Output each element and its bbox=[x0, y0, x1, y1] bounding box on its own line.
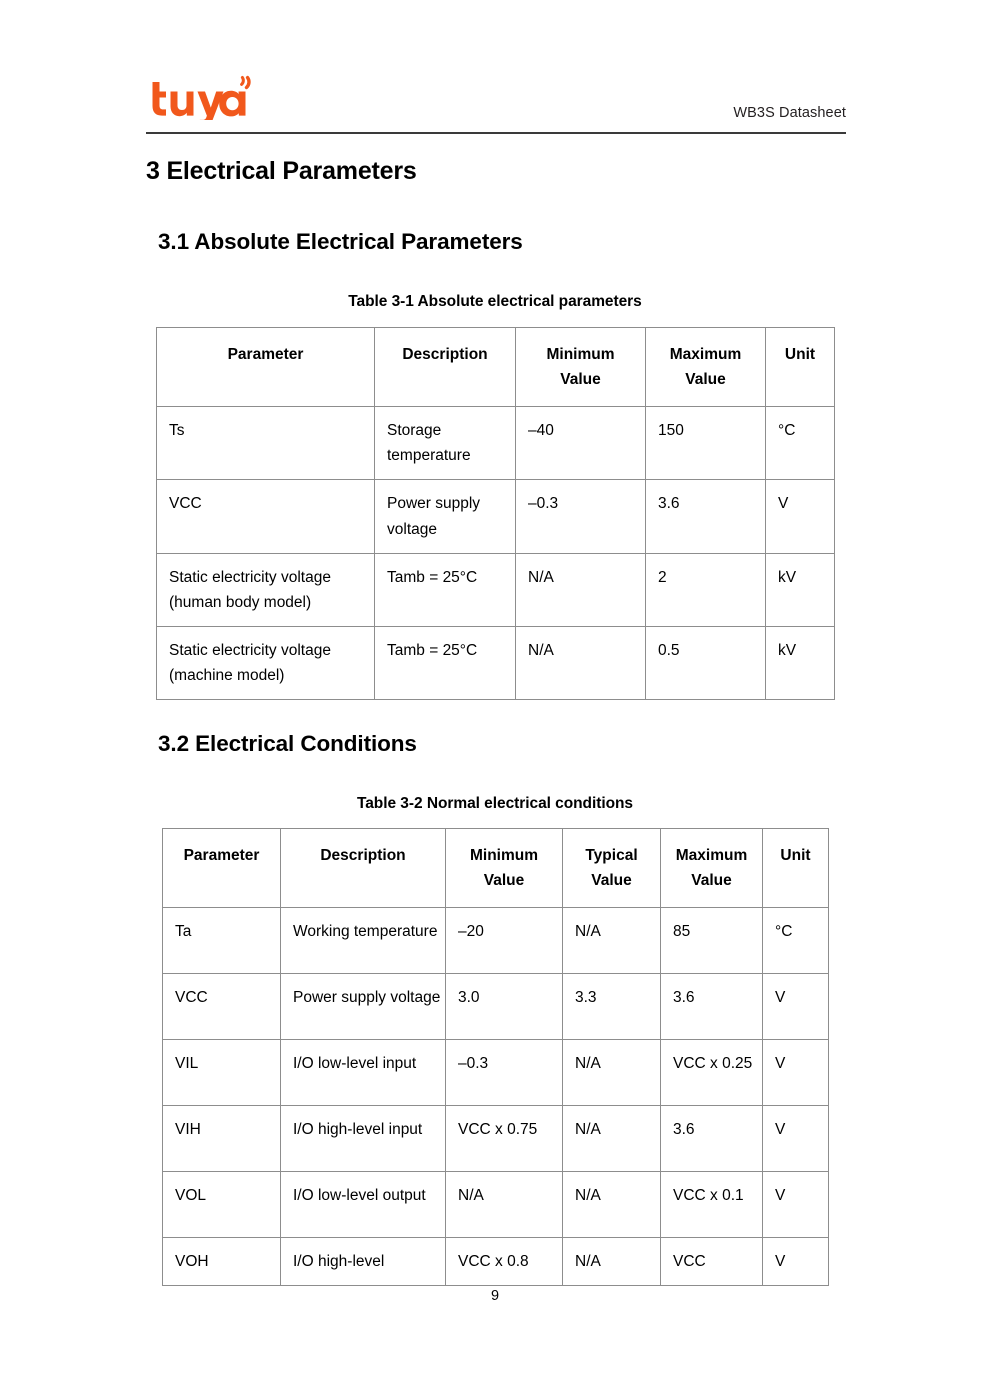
cell-typical-value: N/A bbox=[563, 1172, 661, 1238]
cell-maximum-value: VCC x 0.1 bbox=[661, 1172, 763, 1238]
header-line-2: Value bbox=[560, 371, 601, 389]
cell-unit: V bbox=[763, 1106, 829, 1172]
cell-minimum-value: 3.0 bbox=[446, 974, 563, 1040]
column-header-description bbox=[281, 829, 446, 908]
header-line-1: Minimum bbox=[546, 346, 615, 363]
cell-maximum-value: VCC bbox=[661, 1238, 763, 1286]
header-document-title: WB3S Datasheet bbox=[733, 105, 846, 121]
cell-typical-value: N/A bbox=[563, 1040, 661, 1106]
cell-parameter: VIL bbox=[163, 1040, 281, 1106]
cell-maximum-value: 0.5 bbox=[646, 626, 766, 699]
cell-parameter: VIH bbox=[163, 1106, 281, 1172]
cell-minimum-value: –0.3 bbox=[446, 1040, 563, 1106]
cell-description: I/O high-level input bbox=[281, 1106, 446, 1172]
cell-unit: V bbox=[766, 480, 835, 553]
cell-minimum-value: –0.3 bbox=[516, 480, 646, 553]
cell-unit: kV bbox=[766, 553, 835, 626]
column-header-description bbox=[375, 328, 516, 407]
table-3-2-caption: Table 3-2 Normal electrical conditions bbox=[356, 795, 634, 812]
cell-typical-value: 3.3 bbox=[563, 974, 661, 1040]
cell-parameter: Ta bbox=[163, 908, 281, 974]
table-header-row bbox=[163, 829, 829, 908]
cell-typical-value: N/A bbox=[563, 1238, 661, 1286]
header-line-1: Parameter bbox=[183, 847, 260, 864]
cell-minimum-value: VCC x 0.8 bbox=[446, 1238, 563, 1286]
table-row bbox=[163, 1040, 829, 1106]
column-header-maximum-value bbox=[646, 328, 766, 407]
header-line-1: Parameter bbox=[227, 346, 304, 363]
header-line-1: Unit bbox=[780, 847, 811, 864]
header-line-1: Description bbox=[402, 346, 488, 363]
cell-parameter: VCC bbox=[163, 974, 281, 1040]
cell-typical-value: N/A bbox=[563, 1106, 661, 1172]
header-line-1: Typical bbox=[585, 847, 638, 864]
cell-minimum-value: –20 bbox=[446, 908, 563, 974]
column-header-minimum-value bbox=[446, 829, 563, 908]
cell-parameter: Ts bbox=[157, 407, 375, 480]
cell-description: Working temperature bbox=[281, 908, 446, 974]
cell-minimum-value: N/A bbox=[446, 1172, 563, 1238]
header-line-2: Value bbox=[591, 872, 632, 890]
cell-maximum-value: 150 bbox=[646, 407, 766, 480]
table-row bbox=[157, 407, 835, 480]
cell-maximum-value: 3.6 bbox=[661, 974, 763, 1040]
chapter-heading: 3 Electrical Parameters bbox=[146, 157, 417, 185]
cell-description: I/O low-level input bbox=[281, 1040, 446, 1106]
cell-unit: V bbox=[763, 1040, 829, 1106]
cell-unit: °C bbox=[766, 407, 835, 480]
header-divider bbox=[146, 132, 846, 134]
cell-description: Tamb = 25°C bbox=[375, 626, 516, 699]
tuya-logo bbox=[146, 72, 256, 120]
table-row bbox=[163, 1238, 829, 1286]
cell-minimum-value: –40 bbox=[516, 407, 646, 480]
cell-parameter: Static electricity voltage (machine model) bbox=[157, 626, 375, 699]
cell-description: Power supply voltage bbox=[375, 480, 516, 553]
cell-unit: °C bbox=[763, 908, 829, 974]
cell-typical-value: N/A bbox=[563, 908, 661, 974]
table-row bbox=[157, 626, 835, 699]
cell-parameter: Static electricity voltage (human body model) bbox=[157, 553, 375, 626]
cell-description: I/O high-level bbox=[281, 1238, 446, 1286]
cell-maximum-value: 3.6 bbox=[646, 480, 766, 553]
cell-minimum-value: N/A bbox=[516, 626, 646, 699]
table-3-1-caption: Table 3-1 Absolute electrical parameters bbox=[348, 293, 642, 310]
column-header-parameter bbox=[157, 328, 375, 407]
header-line-2: Value bbox=[691, 872, 732, 890]
page-number: 9 bbox=[490, 1288, 500, 1304]
cell-description: Power supply voltage bbox=[281, 974, 446, 1040]
table-row bbox=[157, 553, 835, 626]
table-row bbox=[157, 480, 835, 553]
table-header-row bbox=[157, 328, 835, 407]
column-header-unit bbox=[766, 328, 835, 407]
header-line-1: Description bbox=[320, 847, 406, 864]
column-header-parameter bbox=[163, 829, 281, 908]
header-line-1: Maximum bbox=[675, 847, 748, 864]
header-line-1: Minimum bbox=[469, 847, 539, 864]
column-header-maximum-value bbox=[661, 829, 763, 908]
cell-maximum-value: VCC x 0.25 bbox=[661, 1040, 763, 1106]
cell-minimum-value: VCC x 0.75 bbox=[446, 1106, 563, 1172]
cell-description: Tamb = 25°C bbox=[375, 553, 516, 626]
table-row bbox=[163, 974, 829, 1040]
section-heading-3-1: 3.1 Absolute Electrical Parameters bbox=[158, 229, 523, 254]
cell-maximum-value: 2 bbox=[646, 553, 766, 626]
table-row bbox=[163, 908, 829, 974]
cell-parameter: VOH bbox=[163, 1238, 281, 1286]
column-header-minimum-value bbox=[516, 328, 646, 407]
column-header-unit bbox=[763, 829, 829, 908]
cell-description: I/O low-level output bbox=[281, 1172, 446, 1238]
document-header bbox=[146, 62, 846, 140]
header-line-1: Maximum bbox=[669, 346, 742, 363]
cell-description: Storage temperature bbox=[375, 407, 516, 480]
cell-unit: V bbox=[763, 974, 829, 1040]
cell-unit: kV bbox=[766, 626, 835, 699]
header-line-1: Unit bbox=[784, 346, 816, 363]
cell-unit: V bbox=[763, 1172, 829, 1238]
header-line-2: Value bbox=[685, 371, 726, 389]
header-line-2: Value bbox=[483, 872, 525, 890]
section-heading-3-2: 3.2 Electrical Conditions bbox=[158, 731, 417, 756]
table-row bbox=[163, 1106, 829, 1172]
cell-parameter: VCC bbox=[157, 480, 375, 553]
table-row bbox=[163, 1172, 829, 1238]
table-absolute-electrical-parameters bbox=[156, 327, 835, 700]
cell-maximum-value: 85 bbox=[661, 908, 763, 974]
cell-minimum-value: N/A bbox=[516, 553, 646, 626]
cell-unit: V bbox=[763, 1238, 829, 1286]
column-header-typical-value bbox=[563, 829, 661, 908]
cell-maximum-value: 3.6 bbox=[661, 1106, 763, 1172]
table-normal-electrical-conditions bbox=[162, 828, 829, 1286]
cell-parameter: VOL bbox=[163, 1172, 281, 1238]
